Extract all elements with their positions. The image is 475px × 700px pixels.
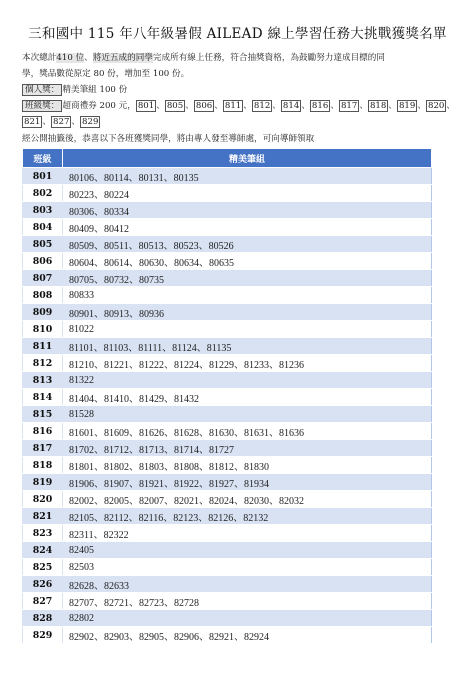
table-row	[23, 236, 432, 253]
class-cell: 826	[23, 576, 63, 593]
separator: 、	[243, 101, 252, 111]
intro-line-1	[22, 50, 454, 66]
class-cell: 804	[23, 219, 63, 236]
winners-cell: 80705、80732、80735	[63, 270, 432, 287]
winners-cell: 82503	[63, 559, 432, 576]
class-cell: 823	[23, 525, 63, 542]
participant-count: 410 位	[56, 53, 85, 63]
separator: 、	[417, 101, 426, 111]
class-cell: 821	[23, 508, 63, 525]
winners-cell: 81404、81410、81429、81432	[63, 389, 432, 406]
table-row	[23, 576, 432, 593]
class-cell: 814	[23, 389, 63, 406]
winners-cell: 82802	[63, 610, 432, 627]
class-cell: 824	[23, 542, 63, 559]
class-cell: 812	[23, 355, 63, 372]
winners-cell: 81906、81907、81921、81922、81927、81934	[63, 474, 432, 491]
winners-cell: 80106、80114、80131、80135	[63, 168, 432, 185]
award-class-number: 814	[282, 101, 300, 111]
table-row	[23, 270, 432, 287]
table-row	[23, 338, 432, 355]
class-award-text: 超商禮券 200 元，	[62, 101, 136, 111]
intro-highlight: 將近五成的同學	[92, 53, 153, 63]
separator: 、	[272, 101, 281, 111]
table-row	[23, 372, 432, 389]
table-row	[23, 627, 432, 644]
separator: 、	[301, 101, 310, 111]
winners-cell: 80306、80334	[63, 202, 432, 219]
header-pens: 精美筆組	[63, 149, 432, 168]
winners-cell: 81101、81103、81111、81124、81135	[63, 338, 432, 355]
table-row	[23, 168, 432, 185]
separator: 、	[388, 101, 397, 111]
table-row	[23, 593, 432, 610]
award-class-number: 829	[82, 117, 99, 127]
separator: 、	[214, 101, 223, 111]
award-table-body	[23, 168, 432, 644]
table-row	[23, 321, 432, 338]
class-award-label: 班級獎：	[22, 100, 62, 112]
table-row	[23, 542, 432, 559]
class-cell: 818	[23, 457, 63, 474]
table-row	[23, 287, 432, 304]
class-cell: 811	[23, 338, 63, 355]
table-row	[23, 525, 432, 542]
winners-cell: 81801、81802、81803、81808、81812、81830	[63, 457, 432, 474]
award-class-number: 819	[398, 101, 416, 111]
class-cell: 803	[23, 202, 63, 219]
separator: 、	[185, 101, 194, 111]
award-class-number: 820	[427, 101, 445, 111]
class-cell: 825	[23, 559, 63, 576]
award-class-number: 811	[224, 101, 242, 111]
award-class-number: 821	[24, 117, 41, 127]
intro-text-3: 完成所有線上任務，符合抽獎資格，為鼓勵努力達成目標的同	[152, 53, 385, 63]
individual-award-line	[22, 82, 454, 98]
award-table	[22, 148, 432, 644]
award-class-number: 812	[253, 101, 271, 111]
individual-award-label: 個人獎：	[22, 84, 62, 96]
award-class-list-2	[22, 116, 100, 128]
winners-cell: 82405	[63, 542, 432, 559]
draw-note: 經公開抽籤後，恭喜以下各班獲獎同學，將由專人發至導師處，可向導師領取	[22, 134, 315, 144]
table-row	[23, 406, 432, 423]
table-row	[23, 185, 432, 202]
intro-text-2: 、	[84, 53, 93, 63]
table-row	[23, 355, 432, 372]
winners-cell: 80833	[63, 287, 432, 304]
class-cell: 808	[23, 287, 63, 304]
class-cell: 820	[23, 491, 63, 508]
class-award-line-2	[22, 114, 454, 130]
winners-cell: 82707、82721、82723、82728	[63, 593, 432, 610]
class-cell: 813	[23, 372, 63, 389]
winners-cell: 82105、82112、82116、82123、82126、82132	[63, 508, 432, 525]
class-cell: 817	[23, 440, 63, 457]
winners-cell: 81702、81712、81713、81714、81727	[63, 440, 432, 457]
winners-cell: 80901、80913、80936	[63, 304, 432, 321]
intro-text-1: 本次總計	[22, 53, 57, 63]
winners-cell: 82628、82633	[63, 576, 432, 593]
class-cell: 819	[23, 474, 63, 491]
award-class-number: 817	[340, 101, 358, 111]
header-class: 班級	[23, 149, 63, 168]
award-class-number: 816	[311, 101, 329, 111]
winners-cell: 80223、80224	[63, 185, 432, 202]
winners-cell: 81528	[63, 406, 432, 423]
award-class-number: 806	[195, 101, 213, 111]
class-cell: 827	[23, 593, 63, 610]
table-row	[23, 474, 432, 491]
class-cell: 829	[23, 627, 63, 644]
winners-cell: 80604、80614、80630、80634、80635	[63, 253, 432, 270]
class-cell: 816	[23, 423, 63, 440]
separator: 、	[156, 101, 165, 111]
award-class-list-1	[136, 100, 455, 112]
table-row	[23, 610, 432, 627]
award-class-number: 801	[137, 101, 155, 111]
class-cell: 801	[23, 168, 63, 185]
award-class-number: 827	[53, 117, 70, 127]
winners-cell: 81210、81221、81222、81224、81229、81233、81236	[63, 355, 432, 372]
table-row	[23, 304, 432, 321]
award-class-number: 805	[166, 101, 184, 111]
table-row	[23, 389, 432, 406]
class-cell: 806	[23, 253, 63, 270]
class-cell: 810	[23, 321, 63, 338]
individual-award-text: 精美筆組 100 份	[62, 85, 128, 95]
class-cell: 802	[23, 185, 63, 202]
table-row	[23, 253, 432, 270]
table-row	[23, 423, 432, 440]
document-title: 三和國中 115 年八年級暑假 AILEAD 線上學習任務大挑戰獲獎名單	[28, 26, 447, 42]
table-row	[23, 508, 432, 525]
separator: 、	[446, 101, 455, 111]
separator: 、	[359, 101, 368, 111]
separator: 、	[71, 117, 81, 127]
winners-cell: 82902、82903、82905、82906、82921、82924	[63, 627, 432, 644]
class-cell: 815	[23, 406, 63, 423]
award-class-number: 818	[369, 101, 387, 111]
winners-cell: 82002、82005、82007、82021、82024、82030、82032	[63, 491, 432, 508]
table-row	[23, 559, 432, 576]
winners-cell: 82311、82322	[63, 525, 432, 542]
table-row	[23, 202, 432, 219]
separator: 、	[330, 101, 339, 111]
winners-cell: 80509、80511、80513、80523、80526	[63, 236, 432, 253]
table-row	[23, 491, 432, 508]
winners-cell: 80409、80412	[63, 219, 432, 236]
class-cell: 828	[23, 610, 63, 627]
class-cell: 805	[23, 236, 63, 253]
winners-cell: 81601、81609、81626、81628、81630、81631、81636	[63, 423, 432, 440]
table-header-row	[23, 149, 432, 168]
class-cell: 807	[23, 270, 63, 287]
table-row	[23, 219, 432, 236]
intro-line-2: 學，獎品數從原定 80 份，增加至 100 份。	[22, 69, 190, 79]
class-award-line-1	[22, 98, 454, 114]
winners-cell: 81322	[63, 372, 432, 389]
class-cell: 809	[23, 304, 63, 321]
separator: 、	[42, 117, 52, 127]
table-row	[23, 440, 432, 457]
winners-cell: 81022	[63, 321, 432, 338]
table-row	[23, 457, 432, 474]
